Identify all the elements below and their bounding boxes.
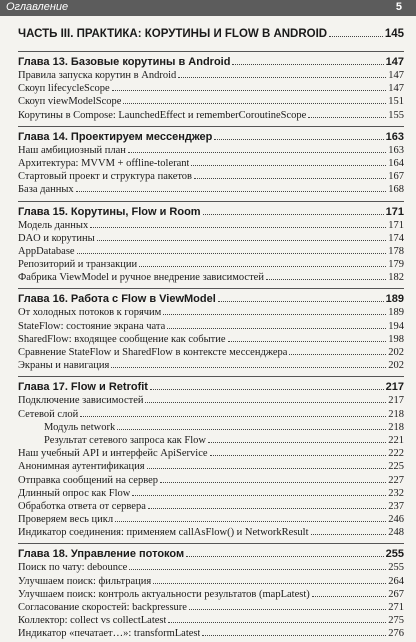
toc-entry-text: Согласование скоростей: backpressure [18, 602, 187, 613]
toc-entry-text: Наш учебный API и интерфейс ApiService [18, 448, 208, 460]
toc-entry-page: 147 [388, 70, 404, 81]
toc-entry-text: Коллектор: collect vs collectLatest [18, 615, 167, 627]
leader-dots [210, 455, 386, 456]
toc-entry [18, 246, 404, 259]
leader-dots [178, 77, 386, 78]
chapter-title [18, 56, 404, 70]
toc-entry-text: Поиск по чату: debounce [18, 562, 128, 574]
toc-entry-text: От холодных потоков к горячим [18, 307, 162, 319]
toc-entry [18, 589, 404, 602]
toc-entry [18, 347, 404, 360]
toc-entry [18, 562, 404, 575]
leader-dots [115, 521, 386, 522]
leader-dots [194, 178, 386, 179]
leader-dots [132, 495, 386, 496]
toc-entry-text: DAO и корутины [18, 232, 95, 244]
toc-entry-text: Проверяем весь цикл [18, 514, 114, 526]
chapter-block [18, 51, 404, 123]
toc-entry-page: 198 [388, 333, 404, 345]
toc-entry-page: 248 [388, 527, 404, 539]
toc-entry-page: 151 [388, 96, 404, 108]
leader-dots [97, 240, 386, 241]
chapter-title [18, 131, 404, 145]
toc-entry-page: 246 [388, 514, 404, 526]
toc-entry-text: База данных [18, 184, 74, 196]
toc-entry [18, 475, 404, 488]
chapter-title-page: 147 [385, 56, 404, 68]
leader-dots [228, 341, 386, 342]
toc-entry-text: Правила запуска корутин в Android [18, 70, 177, 81]
toc-entry-page: 167 [388, 171, 404, 183]
toc-entry-page: 168 [388, 184, 404, 196]
toc-entry-page: 164 [388, 157, 404, 169]
chapter-title-page: 255 [385, 548, 404, 561]
toc-entry-page: 227 [388, 474, 404, 486]
toc-entry [18, 321, 404, 334]
toc-entry [18, 501, 404, 514]
chapter-separator [18, 376, 404, 377]
toc-entry-text: Отправка сообщений на сервер [18, 474, 159, 486]
toc-entry-page: 267 [388, 588, 404, 600]
toc-entry-page: 155 [388, 109, 404, 121]
chapter-block [18, 543, 404, 641]
chapter-separator [18, 543, 404, 544]
leader-dots [77, 253, 386, 254]
chapter-title-text: Глава 16. Работа с Flow в ViewModel [18, 293, 216, 306]
chapter-separator [18, 51, 404, 52]
leader-dots [147, 468, 386, 469]
chapter-title-text: Глава 17. Flow и Retrofit [18, 381, 148, 394]
toc-entry [18, 488, 404, 501]
chapter-title-text: Глава 15. Корутины, Flow и Room [18, 205, 201, 218]
leader-dots [76, 191, 386, 192]
toc-entry-text: Модель данных [18, 219, 89, 231]
chapter-title [18, 381, 404, 395]
chapter-title-page: 163 [385, 130, 404, 143]
toc-entry-text: Индикатор соединения: применяем callAsFlow() и NetworkResult [18, 527, 309, 539]
toc-entry-text: AppDatabase [18, 245, 75, 257]
chapter-title [18, 293, 404, 307]
toc-entry [18, 96, 404, 109]
leader-dots [289, 354, 386, 355]
leader-dots [191, 165, 386, 166]
chapter-separator [18, 126, 404, 127]
part-title: ЧАСТЬ III. ПРАКТИКА: КОРУТИНЫ И FLOW В ANDROID [18, 28, 328, 40]
leader-dots [167, 328, 386, 329]
toc-entry [18, 158, 404, 171]
leader-dots [232, 64, 383, 65]
leader-dots [168, 622, 386, 623]
leader-dots [90, 227, 386, 228]
toc-entry [18, 422, 404, 435]
page-header [0, 0, 416, 16]
leader-dots [145, 402, 386, 403]
toc-entry-page: 189 [388, 307, 404, 319]
toc-entry-page: 182 [388, 272, 404, 284]
toc-entry [18, 615, 404, 628]
leader-dots [308, 117, 386, 118]
leader-dots [208, 442, 386, 443]
header-title: Оглавление [6, 1, 69, 13]
toc-entry-text: Индикатор «печатает…»: transformLatest [18, 628, 201, 640]
toc-entry-page: 276 [388, 628, 404, 640]
toc-entry-page: 264 [388, 575, 404, 587]
toc-entry-text: Подключение зависимостей [18, 395, 144, 407]
toc-entry-text: Обработка ответа от сервера [18, 500, 146, 512]
toc-entry [18, 171, 404, 184]
toc-entry [18, 259, 404, 272]
toc-entry [18, 360, 404, 373]
toc-entry-page: 221 [388, 434, 404, 446]
toc-entry-text: Репозиторий и транзакции [18, 259, 138, 271]
toc-entry [18, 110, 404, 123]
part-heading [18, 28, 404, 48]
leader-dots [160, 482, 386, 483]
table-of-contents [18, 22, 404, 642]
toc-entry-page: 179 [388, 259, 404, 271]
toc-entry-page: 271 [388, 602, 404, 613]
toc-entry-text: Скоуп lifecycleScope [18, 83, 110, 95]
chapter-block [18, 376, 404, 540]
toc-entry-text: Фабрика ViewModel и ручное внедрение зависимостей [18, 272, 264, 284]
toc-entry-page: 202 [388, 347, 404, 358]
toc-entry-text: Скоуп viewModelScope [18, 96, 122, 108]
toc-entry-page: 163 [388, 144, 404, 156]
toc-entry-page: 217 [388, 395, 404, 407]
leader-dots [312, 596, 386, 597]
toc-entry [18, 409, 404, 422]
toc-entry-page: 255 [388, 562, 404, 574]
toc-entry [18, 233, 404, 246]
toc-entry [18, 527, 404, 540]
chapter-title-text: Глава 13. Базовые корутины в Android [18, 56, 231, 68]
toc-entry-text: Анонимная аутентификация [18, 461, 145, 473]
chapter-title-text: Глава 14. Проектируем мессенджер [18, 130, 213, 143]
toc-entry-page: 174 [388, 232, 404, 244]
toc-entry-page: 171 [388, 219, 404, 231]
leader-dots [112, 90, 386, 91]
toc-entry-page: 178 [388, 245, 404, 257]
toc-entry-text: Длинный опрос как Flow [18, 487, 131, 499]
toc-entry-page: 225 [388, 461, 404, 473]
chapter-title [18, 548, 404, 562]
part-page: 145 [384, 28, 404, 40]
toc-entry-page: 232 [388, 487, 404, 499]
leader-dots [203, 214, 384, 215]
toc-entry [18, 145, 404, 158]
leader-dots [148, 508, 386, 509]
leader-dots [186, 556, 384, 557]
toc-entry [18, 435, 404, 448]
toc-entry-page: 147 [388, 83, 404, 95]
toc-entry [18, 70, 404, 83]
toc-entry [18, 220, 404, 233]
toc-entry [18, 448, 404, 461]
toc-entry [18, 628, 404, 641]
chapter-block [18, 288, 404, 373]
toc-entry-text: Архитектура: MVVM + offline-tolerant [18, 157, 190, 169]
chapter-separator [18, 288, 404, 289]
leader-dots [218, 301, 384, 302]
header-page-number: 5 [395, 1, 402, 13]
leader-dots [123, 103, 386, 104]
leader-dots [311, 534, 386, 535]
leader-dots [189, 609, 386, 610]
toc-entry [18, 83, 404, 96]
toc-entry-text: Сравнение StateFlow и SharedFlow в контексте мессенджера [18, 347, 288, 358]
chapter-block [18, 201, 404, 286]
toc-entry-page: 218 [388, 421, 404, 433]
leader-dots [214, 139, 383, 140]
leader-dots [80, 416, 386, 417]
toc-entry [18, 307, 404, 320]
toc-entry [18, 461, 404, 474]
toc-entry [18, 272, 404, 285]
leader-dots [202, 635, 386, 636]
toc-entry [18, 395, 404, 408]
toc-entry-page: 218 [388, 408, 404, 420]
leader-dots [153, 583, 386, 584]
leader-dots [329, 36, 383, 37]
toc-entry-text: Экраны и навигация [18, 360, 110, 372]
leader-dots [129, 569, 386, 570]
toc-entry [18, 184, 404, 197]
leader-dots [150, 389, 384, 390]
leader-dots [111, 367, 386, 368]
leader-dots [139, 266, 386, 267]
toc-entry [18, 334, 404, 347]
toc-entry-text: Результат сетевого запроса как Flow [44, 434, 206, 446]
chapter-title-page: 189 [385, 293, 404, 306]
toc-entry-text: SharedFlow: входящее сообщение как событие [18, 333, 226, 345]
toc-entry-text: Улучшаем поиск: контроль актуальности результатов (mapLatest) [18, 588, 310, 600]
toc-entry-text: Наш амбициозный план [18, 144, 126, 156]
chapter-title-page: 217 [385, 381, 404, 394]
toc-entry-text: StateFlow: состояние экрана чата [18, 320, 166, 332]
toc-entry-page: 237 [388, 500, 404, 512]
toc-entry-page: 202 [388, 360, 404, 372]
toc-entry-text: Сетевой слой [18, 408, 79, 420]
chapter-title-page: 171 [385, 205, 404, 218]
leader-dots [266, 279, 386, 280]
chapter-list [18, 51, 404, 642]
toc-entry-text: Улучшаем поиск: фильтрация [18, 575, 152, 587]
toc-entry-text: Стартовый проект и структура пакетов [18, 171, 193, 183]
toc-entry [18, 514, 404, 527]
toc-entry-page: 222 [388, 448, 404, 460]
chapter-title [18, 206, 404, 220]
toc-entry-page: 275 [388, 615, 404, 627]
toc-entry-text: Модуль network [44, 421, 116, 433]
toc-entry-text: Корутины в Compose: LaunchedEffect и rememberCoroutineScope [18, 109, 307, 121]
toc-entry-page: 194 [388, 320, 404, 332]
leader-dots [117, 429, 386, 430]
chapter-title-text: Глава 18. Управление потоком [18, 548, 185, 561]
leader-dots [163, 314, 386, 315]
toc-entry [18, 576, 404, 589]
chapter-block [18, 126, 404, 198]
chapter-separator [18, 201, 404, 202]
leader-dots [128, 152, 386, 153]
